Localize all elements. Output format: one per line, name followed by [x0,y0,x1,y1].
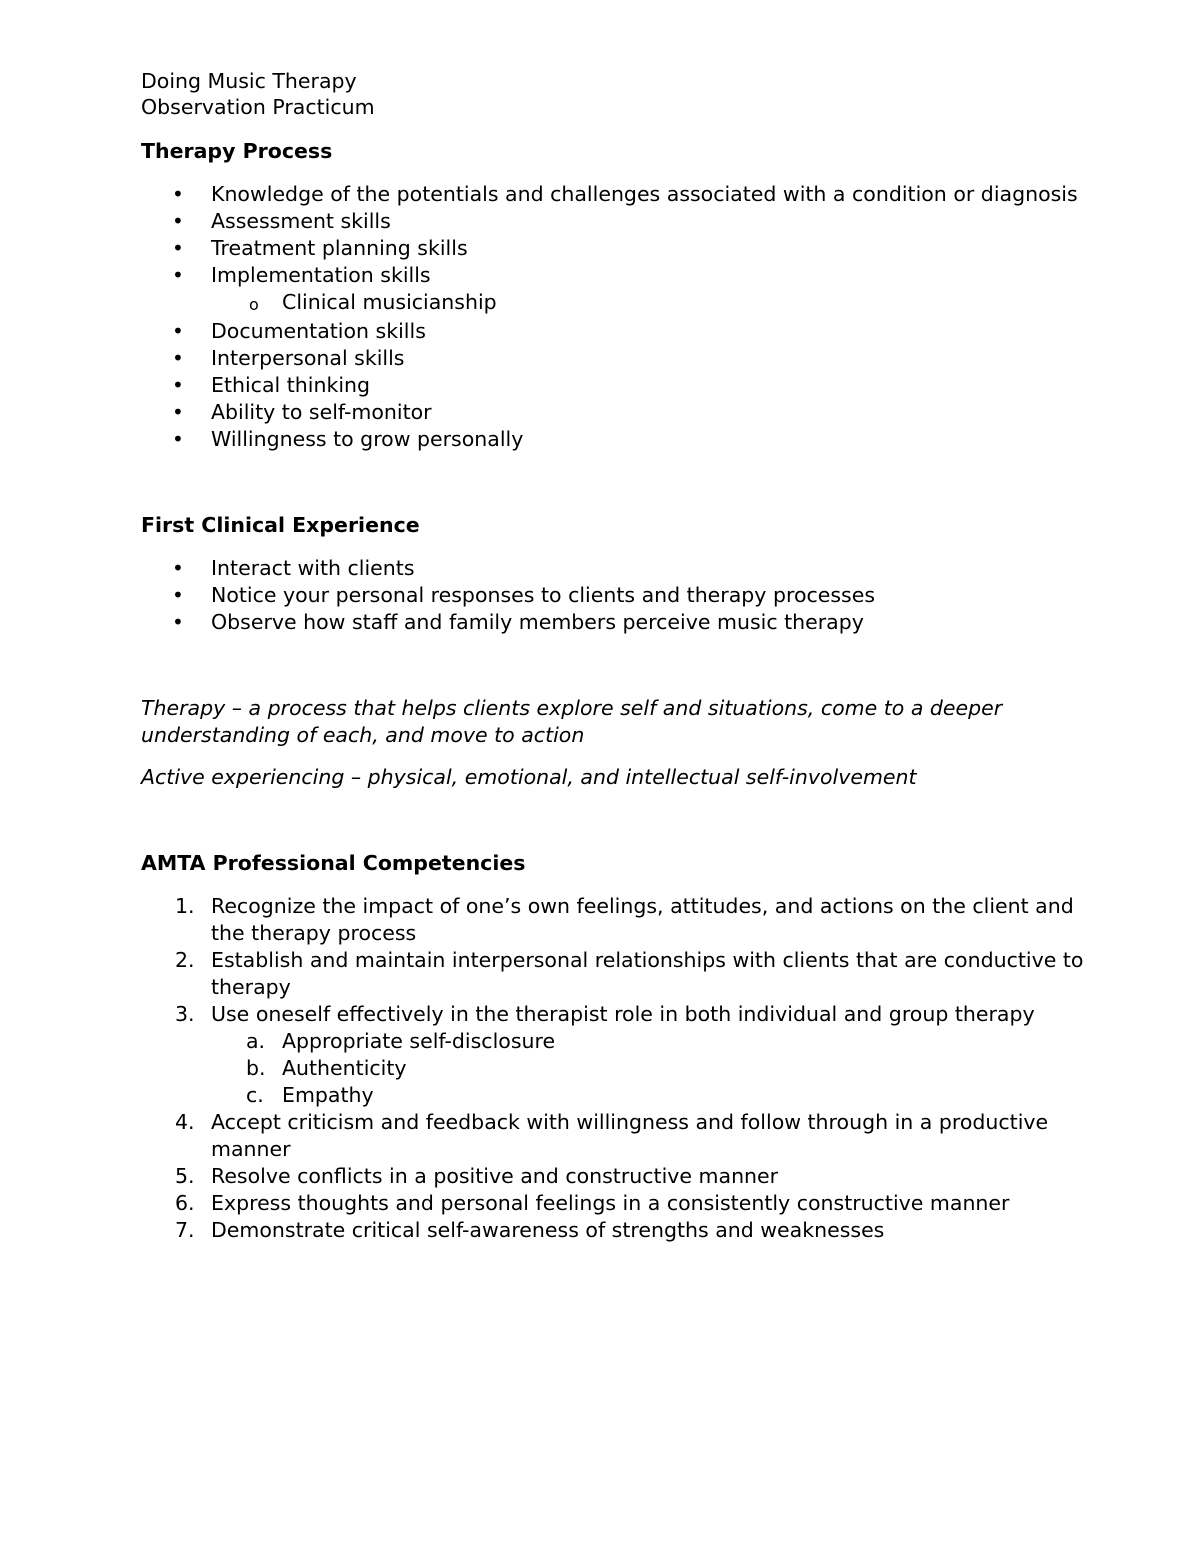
bullet-glyph: • [172,556,184,580]
list-item: • Willingness to grow personally [172,427,524,451]
list-item: • Observe how staff and family members perceive music therapy [172,610,864,634]
sub-list-letter: c. [246,1083,264,1107]
list-item: 5. Resolve conflicts in a positive and constructive manner [175,1164,779,1188]
therapy-process-list [141,181,1101,453]
list-number: 7. [175,1218,195,1242]
list-item: 7. Demonstrate critical self-awareness of strengths and weaknesses [175,1218,885,1242]
list-item: • Ability to self-monitor [172,400,432,424]
list-number: 4. [175,1110,195,1134]
sub-bullet-glyph: o [249,295,259,314]
list-item: • Notice your personal responses to clients and therapy processes [172,583,876,607]
heading-first-clinical: First Clinical Experience [141,513,420,537]
heading-amta-competencies: AMTA Professional Competencies [141,851,526,875]
document-title: Doing Music Therapy [141,69,357,93]
list-number: 3. [175,1002,195,1026]
list-number: 6. [175,1191,195,1215]
bullet-glyph: • [172,346,184,370]
definition-therapy: Therapy – a process that helps clients explore self and situations, come to a deeper understanding of each, and move to action [141,696,1003,747]
sub-list-item: a. Appropriate self-disclosure [246,1029,556,1053]
list-number: 2. [175,948,195,972]
list-item: • Interact with clients [172,556,415,580]
sub-list-letter: a. [246,1029,266,1053]
list-item: • Ethical thinking [172,373,371,397]
first-clinical-list [141,555,1101,636]
list-item: 1. Recognize the impact of one’s own feelings, attitudes, and actions on the client and the therapy process [175,894,1074,945]
bullet-glyph: • [172,400,184,424]
list-item: • Implementation skills [172,263,431,287]
bullet-glyph: • [172,263,184,287]
sub-list-item: c. Empathy [246,1083,374,1107]
bullet-glyph: • [172,209,184,233]
heading-therapy-process: Therapy Process [141,139,333,163]
document-subtitle: Observation Practicum [141,95,375,119]
bullet-glyph: • [172,583,184,607]
bullet-glyph: • [172,427,184,451]
list-item: • Knowledge of the potentials and challenges associated with a condition or diagnosis [172,182,1078,206]
bullet-glyph: • [172,182,184,206]
definition-active-experiencing: Active experiencing – physical, emotional, and intellectual self-involvement [141,765,917,789]
bullet-glyph: • [172,373,184,397]
bullet-glyph: • [172,610,184,634]
list-item: • Interpersonal skills [172,346,405,370]
list-number: 5. [175,1164,195,1188]
list-item: 3. Use oneself effectively in the therapist role in both individual and group therapy [175,1002,1035,1026]
amta-competencies-list [141,893,1101,1244]
sub-list-item: b. Authenticity [246,1056,407,1080]
sub-list-letter: b. [246,1056,266,1080]
sub-list-item: o Clinical musicianship [141,289,1101,318]
list-item: 2. Establish and maintain interpersonal relationships with clients that are conductive to therapy [175,948,1084,999]
bullet-glyph: • [172,236,184,260]
list-item: 4. Accept criticism and feedback with willingness and follow through in a productive manner [175,1110,1049,1161]
list-item: • Assessment skills [172,209,391,233]
list-item: • Documentation skills [172,319,426,343]
list-item: • Treatment planning skills [172,236,468,260]
list-number: 1. [175,894,195,918]
document-page [141,68,1101,1244]
list-item: 6. Express thoughts and personal feelings in a consistently constructive manner [175,1191,1010,1215]
bullet-glyph: • [172,319,184,343]
